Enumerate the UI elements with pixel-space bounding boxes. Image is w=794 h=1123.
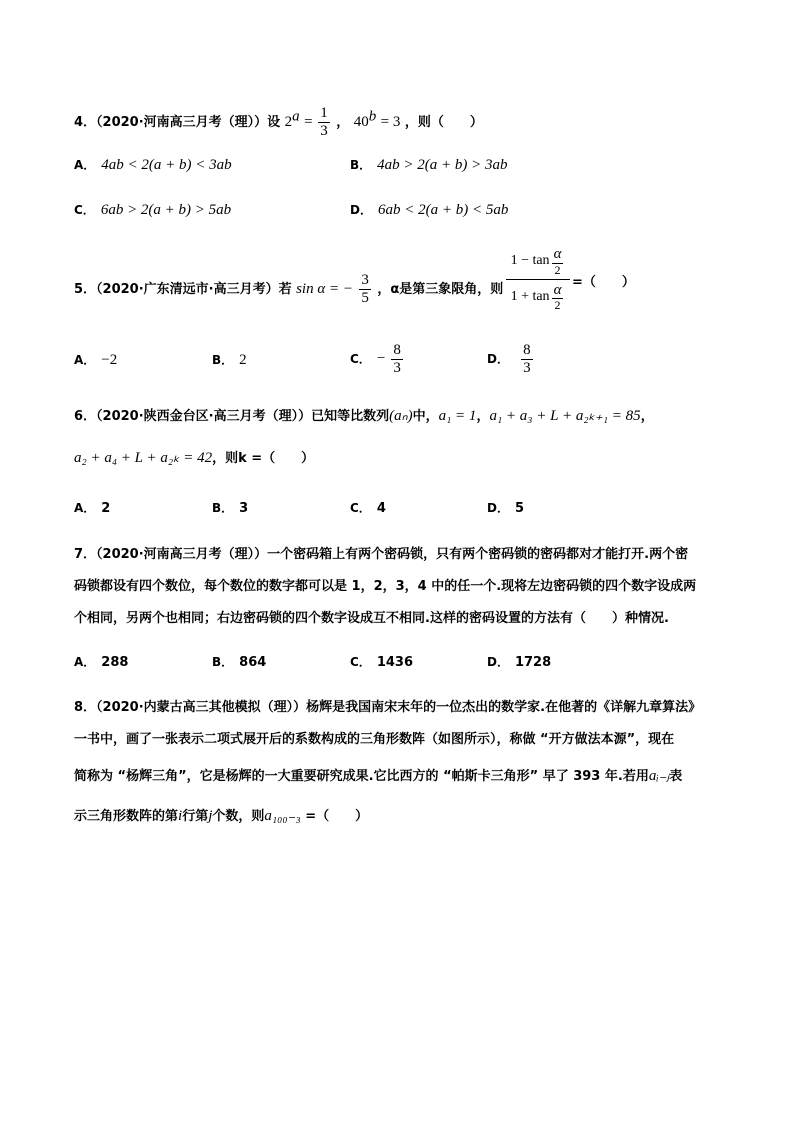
q5-tan-den-half xyxy=(552,282,564,313)
q6-eq-a: a₁ = 1 xyxy=(438,408,477,424)
q5-sin: sin α = − xyxy=(296,281,353,297)
q4-option-d-text: 6ab < 2(a + b) < 5ab xyxy=(377,202,509,218)
q5-option-d-label: D． xyxy=(487,351,509,366)
q5-option-c-label: C． xyxy=(350,351,371,366)
q7-option-a-text: 288 xyxy=(101,655,129,670)
q7-line3: 个相同，另两个也相同；右边密码锁的四个数字设成互不相同.这样的密码设置的方法有（ ）种情况. xyxy=(74,611,669,626)
q6-option-b-text: 3 xyxy=(239,501,249,516)
q5-tan-den-text: 1 + tan xyxy=(510,289,550,305)
q5-option-b-label: B． xyxy=(212,353,234,367)
q6-option-c[interactable] xyxy=(350,498,386,519)
q4-option-a[interactable] xyxy=(74,155,232,176)
q5-mid: ，α是第三象限角，则 xyxy=(377,282,504,297)
q6-option-a[interactable] xyxy=(74,498,110,519)
q5-c-den: 3 xyxy=(393,359,401,376)
q5-d-num: 8 xyxy=(523,342,531,358)
q4-option-c-text: 6ab > 2(a + b) > 5ab xyxy=(100,202,232,218)
q4-sep: ， xyxy=(336,115,350,130)
q7-option-d-label: D． xyxy=(487,655,509,669)
q5-option-d[interactable] xyxy=(487,342,535,376)
q5-suffix-line xyxy=(572,272,635,293)
q6-comma2: ， xyxy=(640,409,654,424)
q4-frac-den: 3 xyxy=(320,122,328,139)
q7-option-b-label: B． xyxy=(212,655,234,669)
q6-line2 xyxy=(74,448,314,469)
q5-tan-den xyxy=(511,282,566,313)
q7-option-c[interactable] xyxy=(350,652,413,673)
q5-option-c-frac xyxy=(391,342,403,376)
q4-option-c-label: C． xyxy=(74,203,95,217)
q4-exp-a: a xyxy=(292,108,300,125)
q7-option-a[interactable] xyxy=(74,652,128,673)
q7-option-b[interactable] xyxy=(212,652,266,673)
q8-line3 xyxy=(74,766,682,787)
q5-suffix: =（ ） xyxy=(572,275,635,290)
q8-line4-i: i xyxy=(178,808,183,824)
q7-option-b-text: 864 xyxy=(239,655,267,670)
q5-c-num: 8 xyxy=(393,342,401,358)
q5-frac-den: 5 xyxy=(361,289,369,306)
q6-seq: (aₙ) xyxy=(389,408,413,424)
q6-comma: ， xyxy=(476,409,490,424)
q6-eq-b: a₁ + a₃ + L + a₂ₖ₊₁ = 85 xyxy=(489,408,641,424)
q6-option-b[interactable] xyxy=(212,498,248,519)
q5-option-b[interactable] xyxy=(212,350,247,371)
q5-tan-num xyxy=(511,246,566,277)
q5-option-c[interactable] xyxy=(350,342,405,376)
q7-line2: 码锁都设有四个数位，每个数位的数字都可以是 1，2，3，4 中的任一个.现将左边密码锁的四个数字设成两 xyxy=(74,579,697,594)
q5-option-a[interactable] xyxy=(74,350,117,371)
q8-line4-suffix: =（ ） xyxy=(300,809,369,824)
q4-option-a-text: 4ab < 2(a + b) < 3ab xyxy=(101,157,232,173)
q4-stem xyxy=(74,105,483,139)
q8-line4-j: j xyxy=(208,808,213,824)
q6-option-c-text: 4 xyxy=(376,501,386,516)
q5-fraction-bar xyxy=(506,279,570,280)
q7-option-c-label: C． xyxy=(350,655,371,669)
q6-option-d[interactable] xyxy=(487,498,524,519)
q4-base-a: 2 xyxy=(284,114,293,130)
q6-line2-suffix: ，则k =（ ） xyxy=(212,451,315,466)
q8-line3-prefix: 简称为 “杨辉三角”，它是杨辉的一大重要研究成果.它比西方的 “帕斯卡三角形” 早了 393 年.若用 xyxy=(74,769,649,784)
q4-eq1: = xyxy=(304,114,317,130)
q8-line3-math: aᵢ₋ⱼ xyxy=(648,768,670,784)
q5-option-b-text: 2 xyxy=(239,352,247,368)
q4-option-a-label: A． xyxy=(74,158,96,172)
q4-base-b: 40 xyxy=(353,114,369,130)
q8-line4-math: a₁₀₀₋₃ xyxy=(264,808,301,824)
q6-line2-eq: a₂ + a₄ + L + a₂ₖ = 42 xyxy=(74,450,213,466)
q4-exp-b: b xyxy=(368,108,377,125)
q8-line4-mid: 行第 xyxy=(182,809,209,824)
q7-line1: 7．（2020·河南高三月考（理））一个密码箱上有两个密码锁，只有两个密码锁的密码都对才能打开.两个密 xyxy=(74,547,689,562)
q5-tan-num-half xyxy=(552,246,564,277)
q4-option-d-label: D． xyxy=(350,203,372,217)
q5-half-den: 2 xyxy=(554,262,561,277)
q6-option-d-text: 5 xyxy=(514,501,525,516)
q5-half-num2: α xyxy=(553,281,562,298)
q4-option-b[interactable] xyxy=(350,155,508,176)
q4-option-d[interactable] xyxy=(350,200,508,221)
q5-option-d-frac xyxy=(521,342,533,376)
q6-line1 xyxy=(74,406,654,427)
q6-option-d-label: D． xyxy=(487,501,509,515)
q5-prefix: 5．（2020·广东清远市·高三月考）若 xyxy=(74,282,292,297)
q8-line2: 一书中，画了一张表示二项式展开后的系数构成的三角形数阵（如图所示），称做 “开方做法本源”，现在 xyxy=(74,732,675,747)
q4-option-b-text: 4ab > 2(a + b) > 3ab xyxy=(377,157,508,173)
q8-line3-suffix: 表 xyxy=(669,769,683,784)
q7-option-d[interactable] xyxy=(487,652,551,673)
q6-mid: 中， xyxy=(412,409,439,424)
q8-line4 xyxy=(74,806,368,827)
q4-prefix: 4．（2020·河南高三月考（理））设 xyxy=(74,115,281,130)
q4-frac-num: 1 xyxy=(320,105,328,121)
q5-d-den: 3 xyxy=(523,359,531,376)
q6-option-c-label: C． xyxy=(350,501,371,515)
q7-option-c-text: 1436 xyxy=(376,655,413,670)
q8-line4-mid2: 个数，则 xyxy=(212,809,265,824)
q4-eq2: = 3 xyxy=(380,114,401,130)
q7-option-a-label: A． xyxy=(74,655,96,669)
q4-option-c[interactable] xyxy=(74,200,231,221)
q6-option-a-label: A． xyxy=(74,501,96,515)
q4-fraction xyxy=(318,105,330,139)
q5-half-den2: 2 xyxy=(554,298,561,313)
q5-option-a-text: −2 xyxy=(101,352,118,368)
q7-option-d-text: 1728 xyxy=(514,655,552,670)
q4-suffix: ，则（ ） xyxy=(404,115,483,130)
q8-line1: 8．（2020·内蒙古高三其他模拟（理））杨辉是我国南宋末年的一位杰出的数学家.在他著的《详解九章算法》 xyxy=(74,700,702,715)
q8-line4-prefix: 示三角形数阵的第 xyxy=(74,809,179,824)
q5-frac-num: 3 xyxy=(361,272,369,288)
q5-fraction xyxy=(359,272,371,306)
q5-tan-num-text: 1 − tan xyxy=(510,253,550,269)
q5-option-a-label: A． xyxy=(74,353,96,367)
q6-option-b-label: B． xyxy=(212,501,234,515)
q6-option-a-text: 2 xyxy=(101,501,111,516)
q5-tan-fraction xyxy=(506,246,570,312)
q4-option-b-label: B． xyxy=(350,158,372,172)
q6-prefix: 6．（2020·陕西金台区·高三月考（理））已知等比数列 xyxy=(74,409,390,424)
q5-half-num: α xyxy=(553,246,562,262)
q5-stem xyxy=(74,272,503,306)
q5-option-c-sign: − xyxy=(376,350,386,367)
